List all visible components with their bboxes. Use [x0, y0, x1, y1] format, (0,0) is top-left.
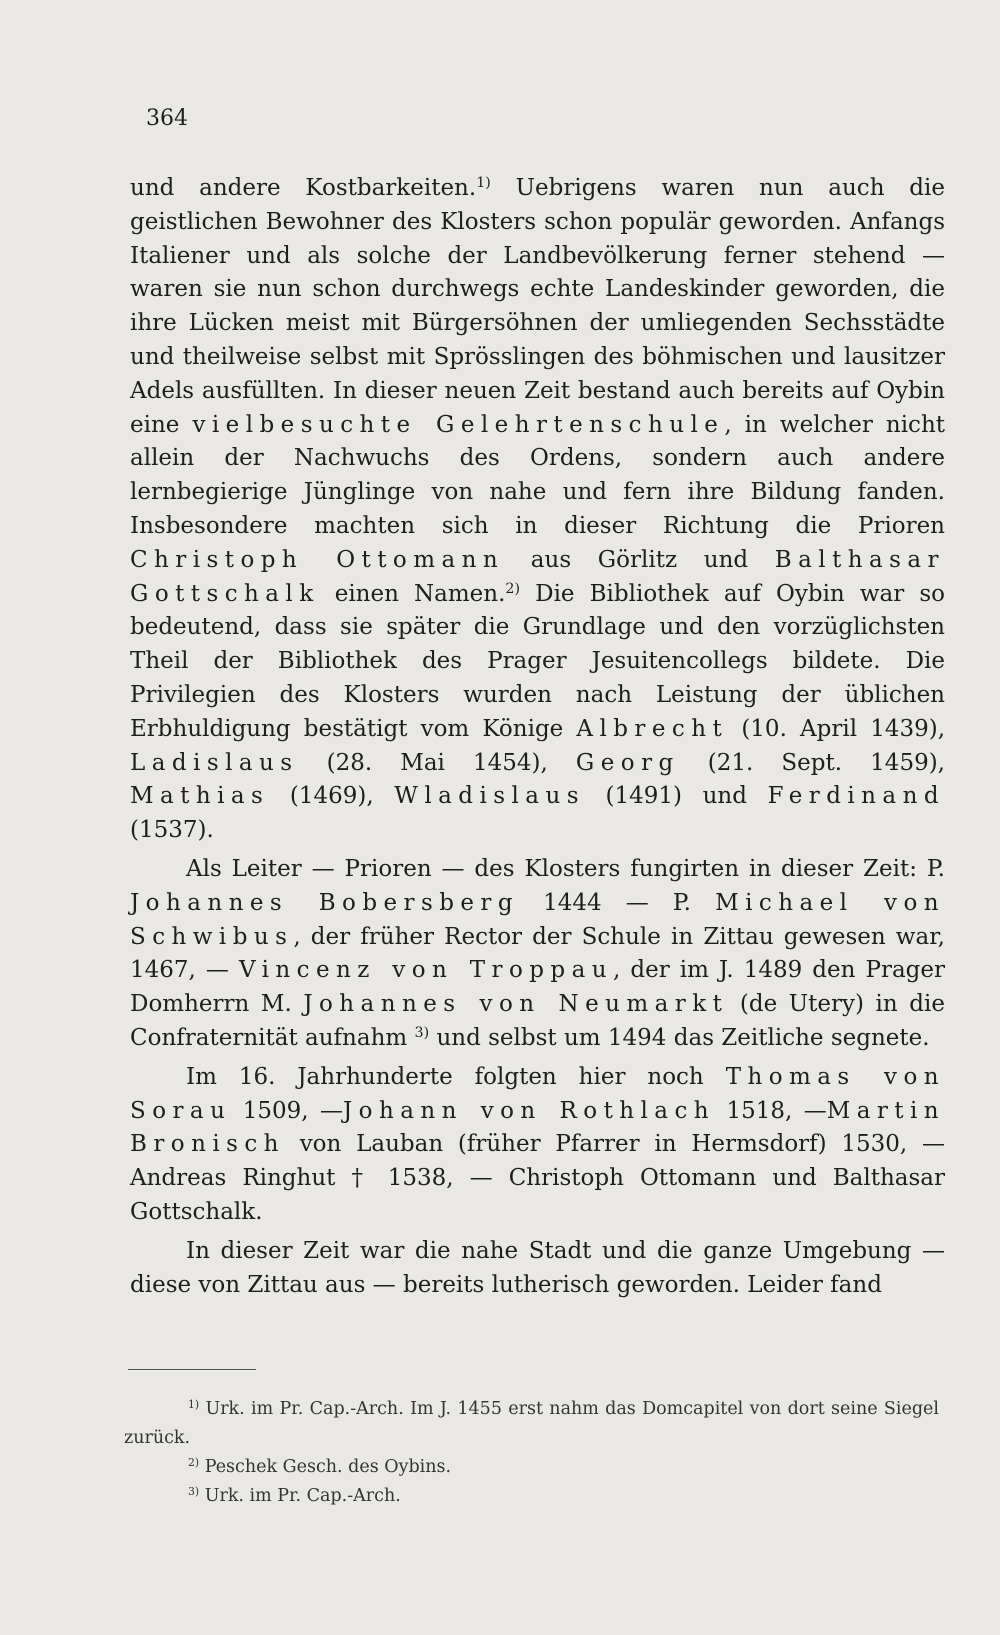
- spaced-name: Michael von Schwibus: [130, 889, 945, 950]
- text-run: In dieser Zeit war die nahe Stadt und die ganze Umgebung — diese von Zittau aus — bereits lutherisch geworden. Leider fand: [130, 1237, 945, 1298]
- text-run: 1509, —: [231, 1097, 343, 1124]
- footnote-text: Urk. im Pr. Cap.-Arch.: [199, 1486, 401, 1506]
- text-run: (de Utery) in die Confraternität aufnahm: [130, 991, 945, 1051]
- paragraph: [130, 172, 945, 848]
- text-run: (21. Sept. 1459),: [679, 749, 945, 776]
- spaced-name: Ladislaus: [130, 749, 299, 776]
- text-run: (1537).: [130, 817, 214, 844]
- spaced-name: Albrecht: [576, 715, 729, 742]
- paragraph: [130, 1061, 945, 1230]
- footnote-separator: [128, 1369, 256, 1370]
- text-run: , der im J. 1489 den Prager Domherrn M.: [130, 957, 945, 1018]
- footnotes: [124, 1395, 939, 1511]
- text-run: 1444 — P.: [519, 889, 716, 916]
- paragraph: [130, 1235, 945, 1303]
- text-run: Die Bibliothek auf Oybin war so bedeutend, dass sie später die Grundlage und den vorzüglichsten Theil der Bibliothek des Prager Jesuitencollegs bildete. Die Privilegien des Klosters wurden nach Leistung der üblichen Erbhuldigung bestätigt vom Könige: [130, 580, 945, 742]
- footnote-ref: 3): [414, 1025, 430, 1042]
- footnote-mark: 1): [188, 1398, 200, 1412]
- text-run: (28. Mai 1454),: [298, 749, 576, 776]
- body-text: [130, 172, 945, 1302]
- spaced-name: Ferdinand: [767, 783, 945, 810]
- footnote-text: Urk. im Pr. Cap.-Arch. Im J. 1455 erst nahm das Domcapitel von dort seine Siegel zurück.: [124, 1399, 939, 1448]
- spaced-name: Thomas von Sorau: [130, 1063, 946, 1124]
- text-run: (10. April 1439),: [728, 715, 946, 742]
- footnote-ref: 2): [505, 580, 521, 597]
- text-run: 1518, —: [715, 1097, 827, 1124]
- footnote: [124, 1482, 939, 1511]
- footnote: [124, 1453, 939, 1482]
- spaced-name: Christoph Ottomann: [130, 546, 505, 573]
- spaced-name: Johannes von Neumarkt: [303, 991, 729, 1018]
- footnote-text: Peschek Gesch. des Oybins.: [199, 1457, 452, 1477]
- text-run: und andere Kostbarkeiten.: [130, 175, 477, 201]
- footnote-ref: 1): [476, 175, 491, 192]
- text-run: einen Namen.: [319, 580, 506, 607]
- spaced-name: Balthasar Gottschalk: [130, 546, 945, 607]
- spaced-name: Johann von Rothlach: [343, 1097, 716, 1124]
- text-run: Uebrigens waren nun auch die geistlichen Bewohner des Klosters schon populär geworden. Anfangs Italiener und als solche der Landbevölkerung ferner stehend — waren sie nun schon durchwegs echte Landeskinder geworden, die ihre Lücken meist mit Bürgersöhnen der umliegenden Sechsstädte und theilweise selbst mit Sprösslingen des böhmischen und lausitzer Adels ausfüllten. In dieser neuen Zeit bestand auch bereits auf Oybin eine: [130, 175, 945, 438]
- paragraph: [130, 853, 945, 1056]
- text-run: (1469),: [269, 783, 395, 810]
- text-run: (1491) und: [584, 783, 768, 810]
- page-number: 364: [146, 106, 188, 131]
- spaced-name: Georg: [575, 749, 680, 776]
- text-run: , in welcher nicht allein der Nachwuchs des Ordens, sondern auch andere lernbegierige Jünglinge von nahe und fern ihre Bildung fanden. Insbesondere machten sich in dieser Richtung die Prioren: [130, 411, 945, 539]
- spaced-name: Wladislaus: [394, 783, 585, 810]
- footnote-mark: 3): [188, 1485, 200, 1499]
- footnote: [124, 1395, 939, 1453]
- text-run: Im 16. Jahrhunderte folgten hier noch: [186, 1063, 726, 1090]
- spaced-name: Mathias: [130, 783, 270, 810]
- text-run: aus Görlitz und: [504, 546, 775, 573]
- spaced-name: vielbesuchte Gelehrtenschule: [192, 411, 725, 438]
- text-run: , der früher Rector der Schule in Zittau gewesen war, 1467, —: [130, 923, 945, 984]
- text-run: und selbst um 1494 das Zeitliche segnete.: [429, 1024, 930, 1051]
- text-run: von Lauban (früher Pfarrer in Hermsdorf) 1530, — Andreas Ringhut † 1538, — Christoph Ottomann und Balthasar Gottschalk.: [130, 1131, 945, 1225]
- text-run: Als Leiter — Prioren — des Klosters fungirten in dieser Zeit: P.: [186, 855, 945, 882]
- spaced-name: Vincenz von Troppau: [238, 957, 613, 984]
- spaced-name: Martin Bronisch: [130, 1097, 946, 1158]
- footnote-mark: 2): [188, 1456, 200, 1470]
- spaced-name: Johannes Bobersberg: [130, 889, 520, 916]
